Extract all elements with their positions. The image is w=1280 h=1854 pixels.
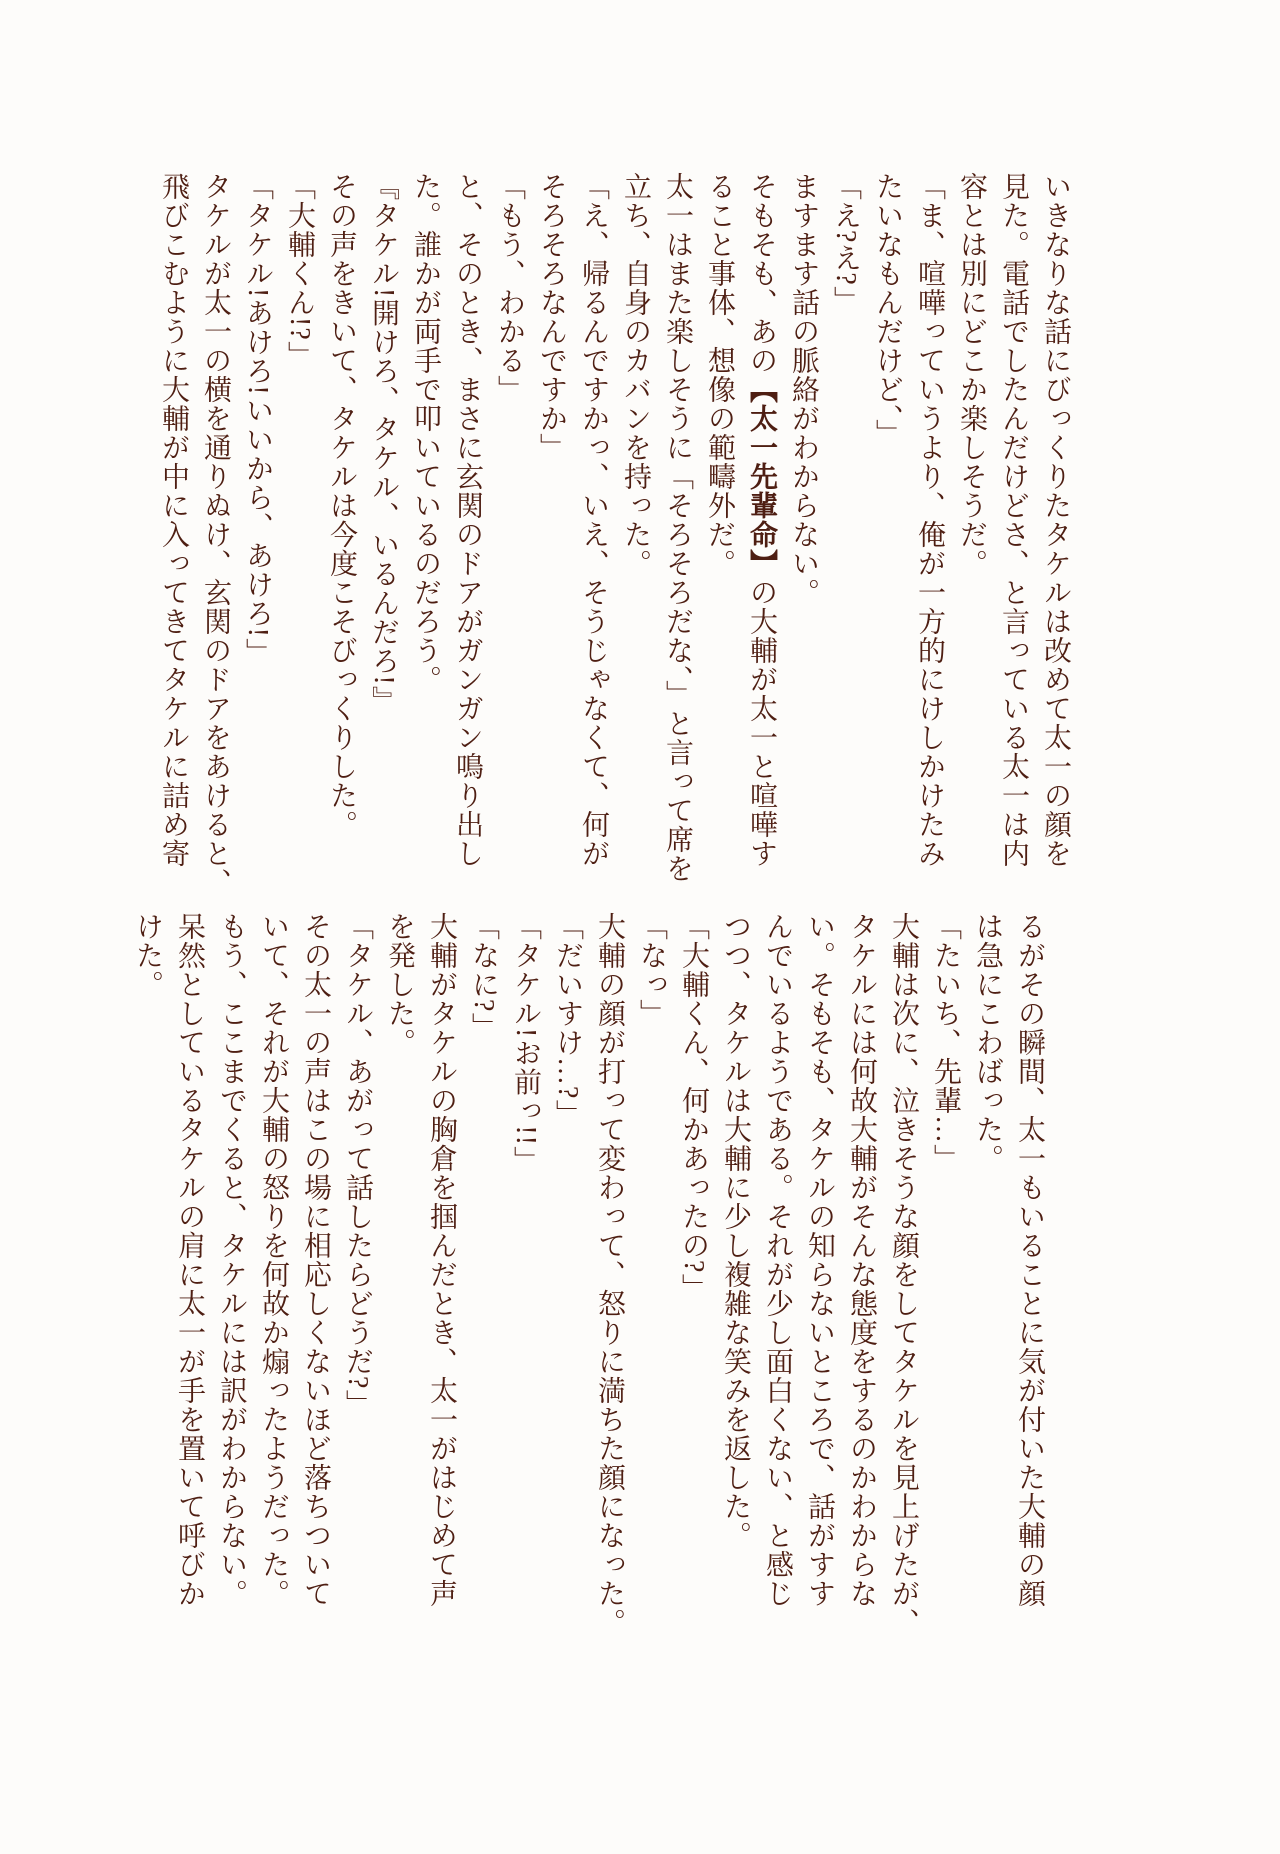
- text-column: その太一の声はこの場に相応しくないほど落ちついて: [300, 912, 331, 1608]
- text-column: は急にこわばった。: [972, 912, 1003, 1173]
- text-column: るがその瞬間、太一もいることに気が付いた大輔の顔: [1014, 912, 1045, 1608]
- text-column: 「え?え?」: [830, 172, 861, 315]
- text-column: 容とは別にどこか楽しそうだ。: [956, 172, 987, 578]
- text-column: 「たいち、先輩…」: [930, 912, 961, 1173]
- upper-text-block: [152, 172, 1076, 896]
- text-column: 大輔がタケルの胸倉を掴んだとき、太一がはじめて声: [426, 912, 457, 1608]
- text-column: 立ち、自身のカバンを持った。: [620, 172, 651, 578]
- text-column: 「だいすけ…?」: [552, 912, 583, 1129]
- text-column: 「なに?」: [468, 912, 499, 1042]
- lower-text-block: [126, 912, 1050, 1642]
- text-column: いきなりな話にびっくりたタケルは改めて太一の顔を: [1040, 172, 1071, 868]
- text-column: 飛びこむように大輔が中に入ってきてタケルに詰め寄: [158, 172, 189, 868]
- text-column: 「大輔くん!?」: [284, 172, 315, 370]
- text-column: もう、ここまでくると、タケルには訳がわからない。: [216, 912, 247, 1608]
- text-column: いて、それが大輔の怒りを何故か煽ったようだった。: [258, 912, 289, 1608]
- text-column: 「タケル!あけろ!いいから、あけろ!」: [242, 172, 273, 667]
- text-column: 大輔は次に、泣きそうな顔をしてタケルを見上げたが、: [888, 912, 919, 1637]
- text-column: 呆然としているタケルの肩に太一が手を置いて呼びか: [174, 912, 205, 1608]
- emphasized-title: 【太一先輩命】: [746, 375, 777, 578]
- text-column: つつ、タケルは大輔に少し複雑な笑みを返した。: [720, 912, 751, 1550]
- text-column: 「大輔くん、何かあったの?」: [678, 912, 709, 1303]
- text-column: 見た。電話でしたんだけどさ、と言っている太一は内: [998, 172, 1029, 868]
- text-column: タケルには何故大輔がそんな態度をするのかわからな: [846, 912, 877, 1608]
- text-column: と、そのとき、まさに玄関のドアがガンガン鳴り出し: [452, 172, 483, 868]
- text-column: その声をきいて、タケルは今度こそびっくりした。: [326, 172, 357, 839]
- text-column: 大輔の顔が打って変わって、怒りに満ちた顔になった。: [594, 912, 625, 1637]
- text-column: 太一はまた楽しそうに「そろそろだな、」と言って席を: [662, 172, 693, 883]
- text-column: けた。: [132, 912, 163, 999]
- text-column: い。そもそも、タケルの知らないところで、話がすす: [804, 912, 835, 1608]
- text-column: を発した。: [384, 912, 415, 1057]
- text-column: ますます話の脈絡がわからない。: [788, 172, 819, 607]
- text-column: 「タケル!お前っ!!」: [510, 912, 541, 1175]
- text-column: 『タケル!開けろ、タケル、いるんだろ!』: [368, 172, 399, 715]
- text-column: そろそろなんですか」: [536, 172, 567, 462]
- text-column: たいなもんだけど、」: [872, 172, 903, 448]
- text-column: タケルが太一の横を通りぬけ、玄関のドアをあけると、: [200, 172, 231, 897]
- text-column: た。誰かが両手で叩いているのだろう。: [410, 172, 441, 694]
- text-column: 「え、帰るんですかっ、いえ、そうじゃなくて、何が: [578, 172, 609, 868]
- text-column: ること事体、想像の範疇外だ。: [704, 172, 735, 578]
- text-column: 「なっ」: [636, 912, 667, 1028]
- text-column: 「ま、喧嘩っていうより、俺が一方的にけしかけたみ: [914, 172, 945, 868]
- text-column: そもそも、あの【太一先輩命】の大輔が太一と喧嘩す: [746, 172, 777, 868]
- text-column: 「タケル、あがって話したらどうだ?」: [342, 912, 373, 1419]
- text-column: 「もう、わかる」: [494, 172, 525, 404]
- text-column: んでいるようである。それが少し面白くない、と感じ: [762, 912, 793, 1608]
